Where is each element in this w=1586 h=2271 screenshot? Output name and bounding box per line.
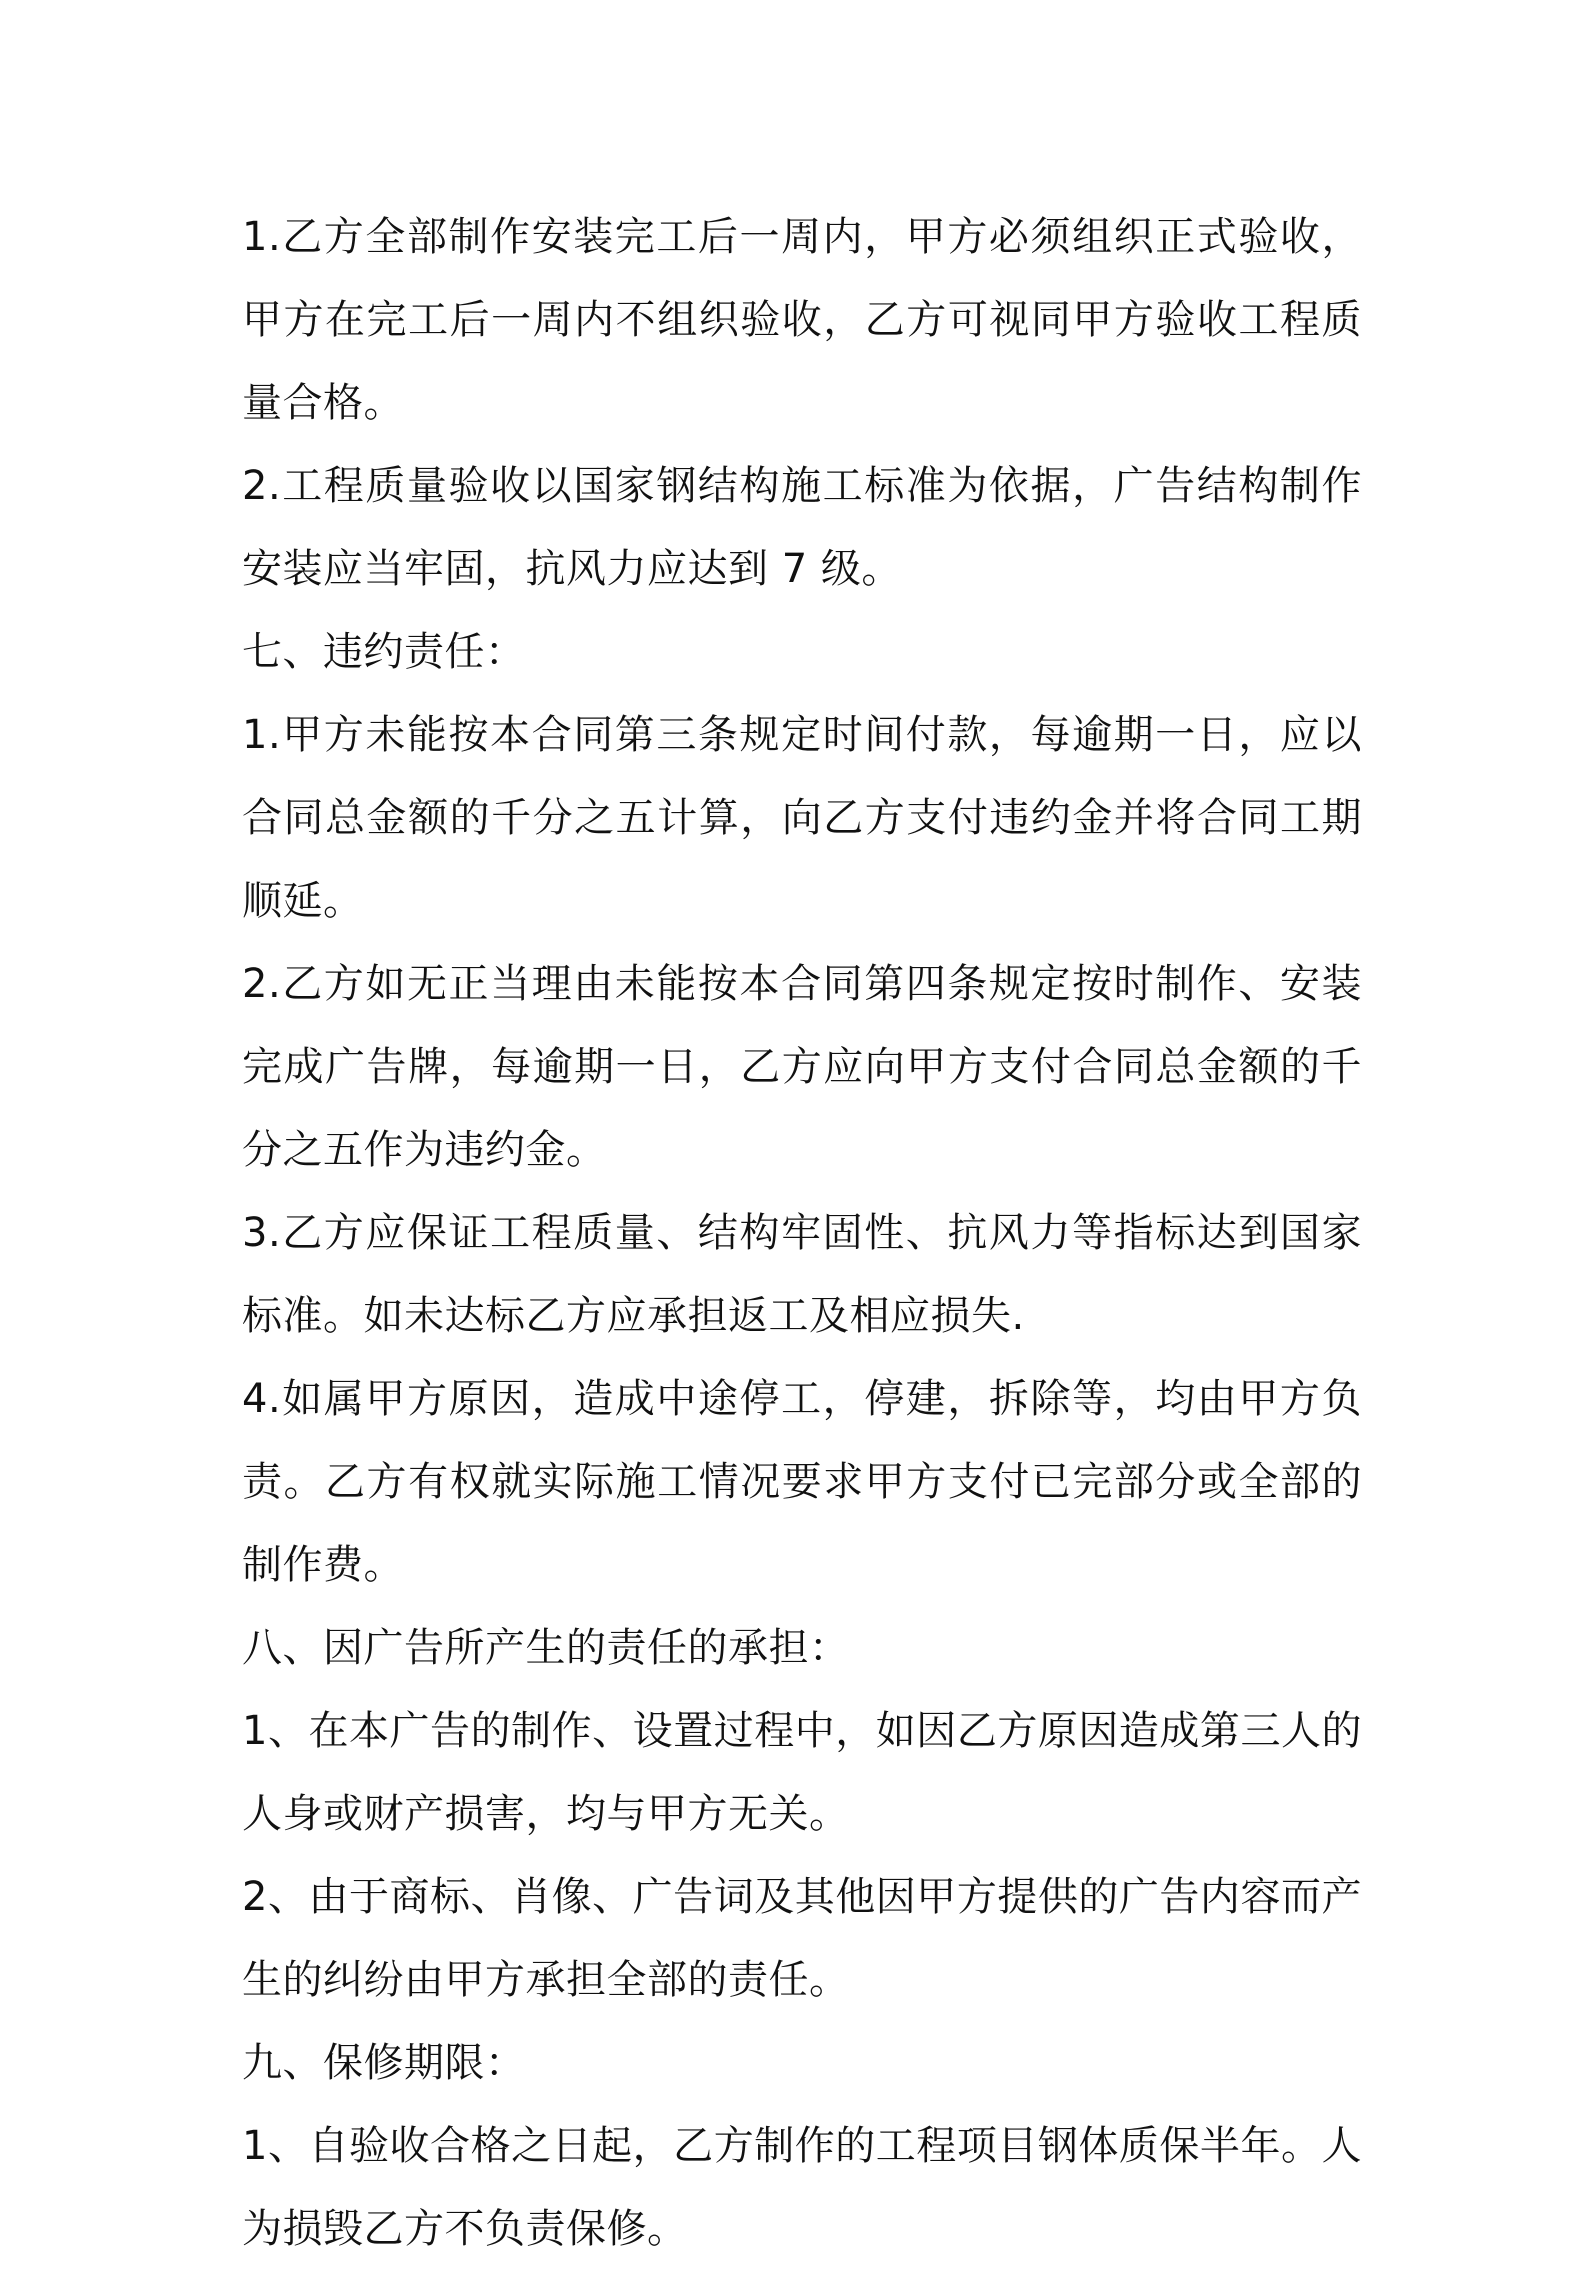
section-heading-breach: 七、违约责任： bbox=[242, 629, 526, 675]
clause-paragraph: 1.甲方未能按本合同第三条规定时间付款，每逾期一日，应以合同总金额的千分之五计算，向乙方支付违约金并将合同工期顺延。 bbox=[242, 712, 1362, 924]
clause-paragraph: 4.如属甲方原因，造成中途停工，停建，拆除等，均由甲方负责。乙方有权就实际施工情况要求甲方支付已完部分或全部的制作费。 bbox=[242, 1376, 1362, 1588]
clause-paragraph: 1、在本广告的制作、设置过程中，如因乙方原因造成第三人的人身或财产损害，均与甲方无关。 bbox=[242, 1708, 1362, 1837]
clause-paragraph: 1.乙方全部制作安装完工后一周内，甲方必须组织正式验收，甲方在完工后一周内不组织验收，乙方可视同甲方验收工程质量合格。 bbox=[242, 214, 1362, 426]
clause-paragraph: 1、自验收合格之日起，乙方制作的工程项目钢体质保半年。人为损毁乙方不负责保修。 bbox=[242, 2123, 1362, 2252]
section-heading-warranty: 九、保修期限： bbox=[242, 2040, 526, 2086]
clause-paragraph: 2、由于商标、肖像、广告词及其他因甲方提供的广告内容而产生的纠纷由甲方承担全部的责任。 bbox=[242, 1874, 1362, 2003]
section-heading-liability: 八、因广告所产生的责任的承担： bbox=[242, 1625, 850, 1671]
contract-body bbox=[242, 196, 1362, 2271]
clause-paragraph: 2.乙方如无正当理由未能按本合同第四条规定按时制作、安装完成广告牌，每逾期一日，乙方应向甲方支付合同总金额的千分之五作为违约金。 bbox=[242, 961, 1362, 1173]
clause-paragraph: 3.乙方应保证工程质量、结构牢固性、抗风力等指标达到国家标准。如未达标乙方应承担返工及相应损失. bbox=[242, 1210, 1362, 1339]
clause-paragraph: 2.工程质量验收以国家钢结构施工标准为依据，广告结构制作安装应当牢固，抗风力应达到 7 级。 bbox=[242, 463, 1362, 592]
